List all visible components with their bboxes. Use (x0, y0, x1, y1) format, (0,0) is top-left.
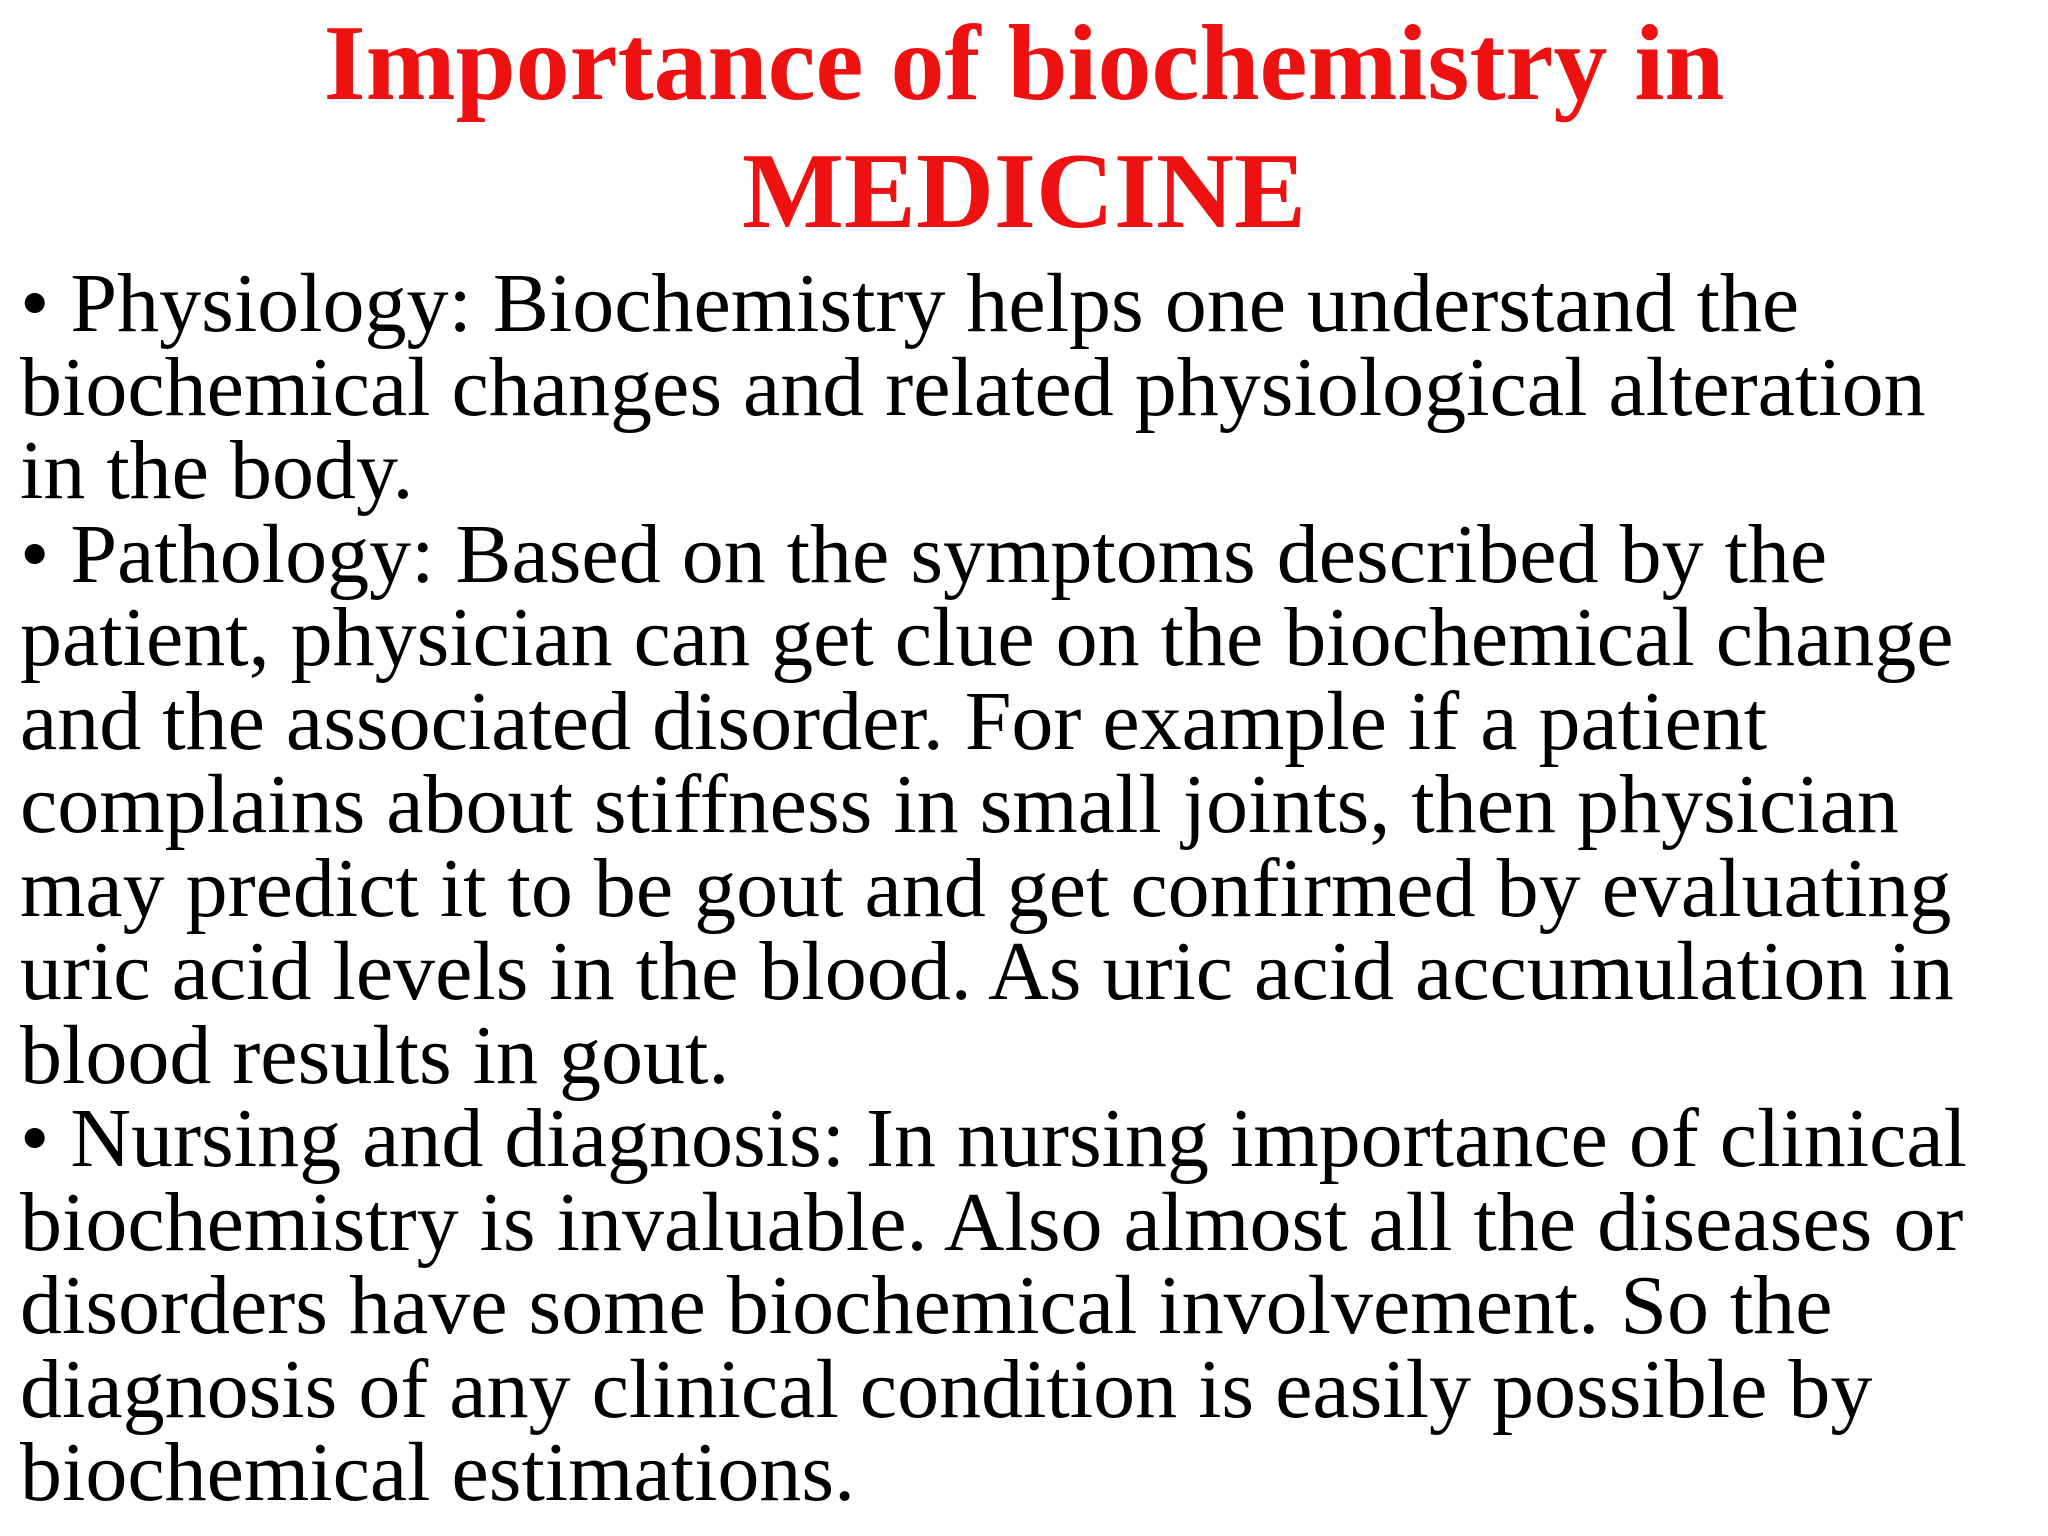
text-line: patient, physician can get clue on the biochemical change (20, 591, 1954, 684)
text-line: • Nursing and diagnosis: In nursing importance of clinical (20, 1092, 1968, 1185)
text-line: disorders have some biochemical involvement. So the (20, 1259, 1833, 1352)
text-line: may predict it to be gout and get confirmed by evaluating (20, 841, 1952, 935)
text-line: uric acid levels in the blood. As uric acid accumulation in (20, 925, 1954, 1018)
bullet-nursing-diagnosis (20, 1092, 2035, 1519)
text-line: blood results in gout. (20, 1008, 730, 1102)
text-line: biochemistry is invaluable. Also almost all the diseases or (20, 1175, 1964, 1269)
title-line-1: Importance of biochemistry in (323, 4, 1725, 123)
text-line: diagnosis of any clinical condition is easily possible by (20, 1342, 1873, 1436)
slide-title (0, 0, 2048, 256)
text-line: biochemical estimations. (20, 1426, 856, 1519)
text-line: complains about stiffness in small joints, then physician (20, 758, 1899, 851)
bullet-pathology (20, 507, 2035, 1102)
text-line: and the associated disorder. For example if a patient (20, 674, 1768, 768)
title-line-2: MEDICINE (741, 132, 1307, 251)
text-line: biochemical changes and related physiological alteration (20, 340, 1926, 434)
text-line: • Physiology: Biochemistry helps one understand the (20, 257, 1800, 350)
text-line: • Pathology: Based on the symptoms described by the (20, 507, 1828, 601)
text-line: in the body. (20, 424, 414, 517)
bullet-physiology (20, 257, 2035, 517)
bullet-list (20, 257, 2035, 1519)
